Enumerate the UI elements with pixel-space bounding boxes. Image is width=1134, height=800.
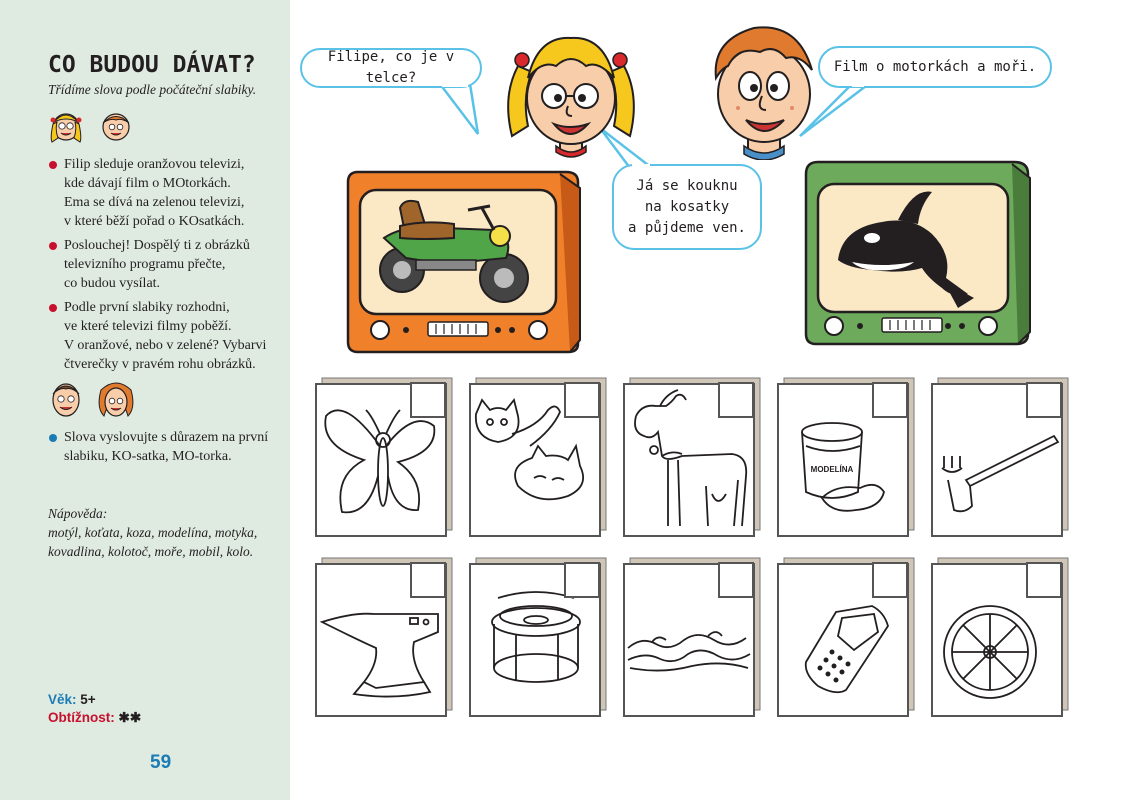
hint-line-2: kovadlina, kolotoč, moře, mobil, kolo.: [48, 544, 254, 559]
ema-filip-faces: [48, 108, 138, 144]
instruction-bullet-2: [48, 236, 288, 293]
color-checkbox[interactable]: [410, 382, 446, 418]
speech-bubble-ema-reply: [612, 164, 762, 250]
color-checkbox[interactable]: [564, 382, 600, 418]
difficulty-label: Obtížnost:: [48, 710, 115, 725]
color-checkbox[interactable]: [718, 562, 754, 598]
color-checkbox[interactable]: [1026, 562, 1062, 598]
hint-block: [48, 504, 288, 561]
bullet-1-line-2: kde dávají film o MOtorkách.: [64, 176, 231, 191]
bullet-3-line-3: V oranžové, nebo v zelené? Vybarvi: [64, 338, 267, 353]
difficulty-stars: ✱✱: [118, 710, 142, 725]
red-bullet-icon: [49, 304, 57, 312]
bubble-ema-text: Filipe, co je v telce?: [327, 49, 455, 86]
tail-join: [442, 83, 468, 87]
age-label: Věk:: [48, 692, 77, 707]
bullet-1-line-1: Filip sleduje oranžovou televizi,: [64, 157, 245, 172]
card-modelina: [776, 376, 914, 536]
instruction-bullet-1: [48, 155, 288, 231]
red-bullet-icon: [49, 161, 57, 169]
card-mobile: [776, 556, 914, 716]
tail-join: [852, 83, 864, 87]
bullet-4-line-2: slabiku, KO-satka, MO-torka.: [64, 449, 232, 464]
sidebar: [0, 0, 290, 800]
speech-bubble-filip: [818, 46, 1052, 88]
page-title: CO BUDOU DÁVAT?: [48, 52, 256, 78]
difficulty-row: [48, 710, 141, 726]
parents-faces-icon: [48, 378, 138, 420]
color-checkbox[interactable]: [1026, 382, 1062, 418]
age-value: 5+: [80, 692, 96, 707]
orange-tv: [344, 168, 584, 356]
bullet-1-line-4: v které běží pořad o KOsatkách.: [64, 214, 245, 229]
card-butterfly: [314, 376, 452, 536]
card-wheel: [930, 556, 1068, 716]
wheel-icon: [944, 606, 1036, 698]
bullet-3-line-1: Podle první slabiky rozhodni,: [64, 300, 230, 315]
modelina-label: MODELÍNA: [810, 465, 854, 474]
bullet-3-line-2: ve které televizi filmy poběží.: [64, 319, 232, 334]
tail-join: [632, 164, 650, 168]
color-checkbox[interactable]: [872, 562, 908, 598]
green-tv: [802, 158, 1034, 348]
card-carousel: [468, 556, 606, 716]
card-hoe: [930, 376, 1068, 536]
bullet-1-line-3: Ema se dívá na zelenou televizi,: [64, 195, 245, 210]
filip-character-icon: [708, 20, 820, 160]
filip-ema-faces: [48, 378, 138, 420]
bubble-filip-text: Film o motorkách a moři.: [833, 58, 1037, 75]
bullet-4-line-1: Slova vyslovujte s důrazem na první: [64, 430, 269, 445]
bullet-2-line-3: co budou vysílat.: [64, 276, 161, 291]
page-number: 59: [150, 752, 172, 773]
instruction-bullet-3: [48, 298, 288, 374]
color-checkbox[interactable]: [564, 562, 600, 598]
ema-character-icon: [498, 26, 644, 160]
hint-line-1: motýl, koťata, koza, modelína, motyka,: [48, 525, 258, 540]
card-sea: [622, 556, 760, 716]
speech-bubble-ema: [300, 48, 482, 88]
bullet-2-line-2: televizního programu přečte,: [64, 257, 226, 272]
color-checkbox[interactable]: [872, 382, 908, 418]
bullet-2-line-1: Poslouchej! Dospělý ti z obrázků: [64, 238, 250, 253]
hint-title: Nápověda:: [48, 506, 108, 521]
color-checkbox[interactable]: [410, 562, 446, 598]
ema-face-icon: [48, 108, 138, 144]
bubble-ema-reply-text: Já se kouknu na kosatky a půjdeme ven.: [627, 177, 746, 236]
page-subtitle: Třídíme slova podle počáteční slabiky.: [48, 82, 257, 97]
instruction-bullet-4: [48, 428, 288, 466]
blue-bullet-icon: [49, 434, 57, 442]
age-row: [48, 692, 96, 707]
card-anvil: [314, 556, 452, 716]
color-checkbox[interactable]: [718, 382, 754, 418]
bullet-3-line-4: čtverečky v pravém rohu obrázků.: [64, 357, 256, 372]
card-kittens: [468, 376, 606, 536]
card-goat: [622, 376, 760, 536]
red-bullet-icon: [49, 242, 57, 250]
